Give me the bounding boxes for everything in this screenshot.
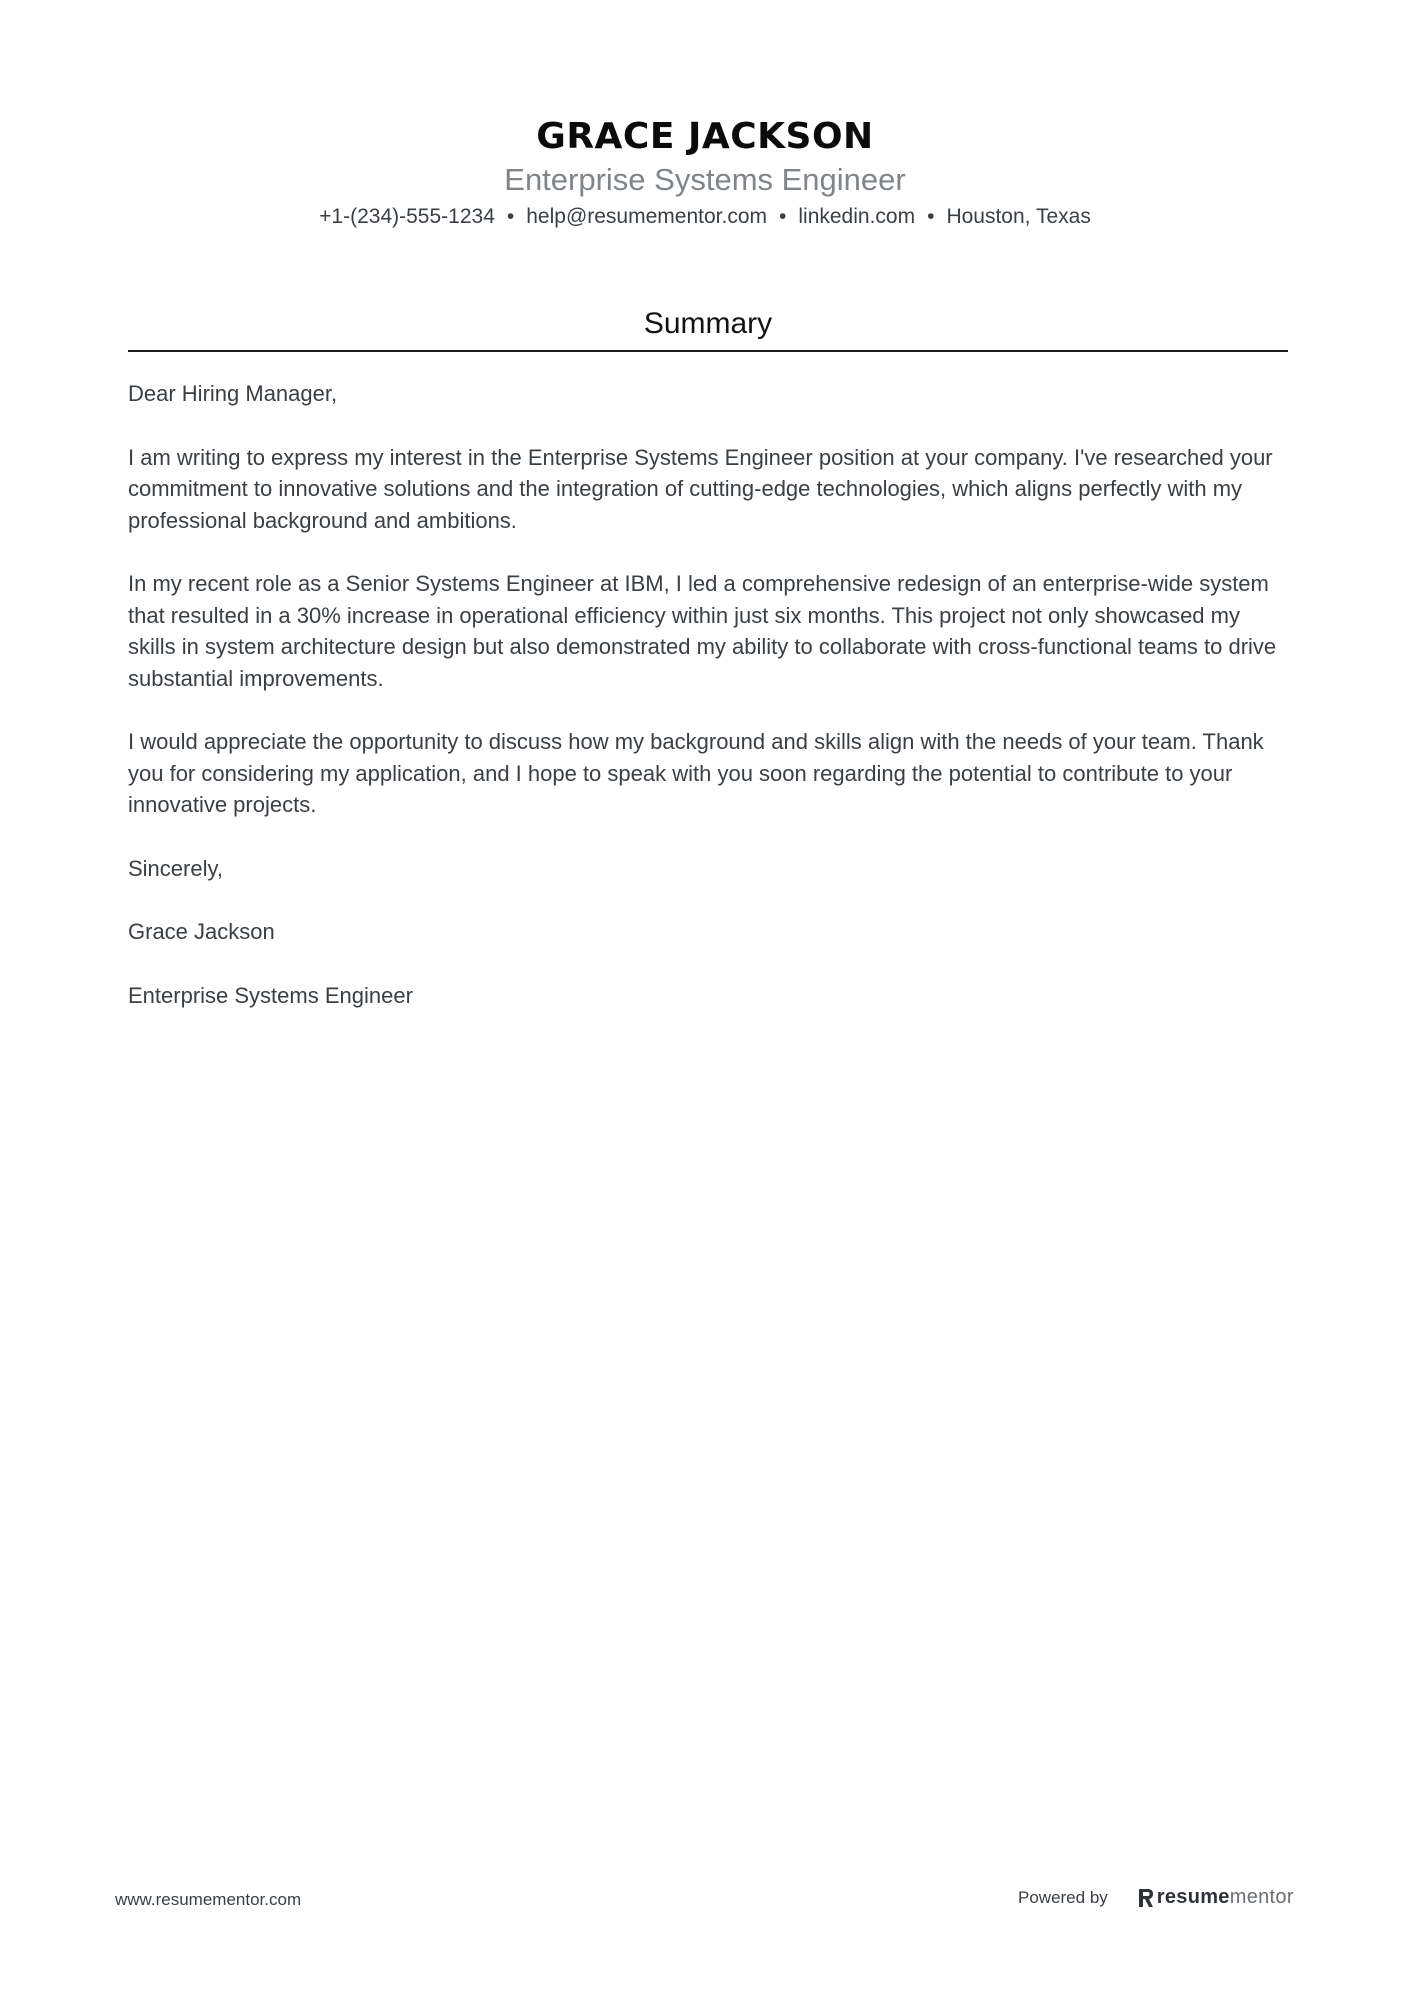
contact-line [0, 204, 1410, 230]
brand-wordmark-part2: mentor [1229, 1886, 1294, 1908]
contact-linkedin[interactable]: linkedin.com [798, 205, 916, 228]
footer-website[interactable]: www.resumementor.com [115, 1890, 302, 1909]
letter-header [0, 112, 1410, 230]
applicant-title: Enterprise Systems Engineer [504, 162, 906, 197]
contact-email[interactable]: help@resumementor.com [526, 205, 767, 228]
footer-branding [1018, 1886, 1294, 1909]
applicant-name: GRACE JACKSON [536, 116, 874, 157]
letter-paragraph: I am writing to express my interest in the Enterprise Systems Engineer position at your company. I've researched your commitment to innovative solutions and the integration of cutting-edge technologies, which aligns perfectly with my professional background and ambitions. [128, 444, 1273, 533]
powered-by-label: Powered by [1018, 1887, 1108, 1907]
letter-greeting: Dear Hiring Manager, [128, 381, 338, 406]
signature-title: Enterprise Systems Engineer [128, 982, 413, 1008]
section-heading-summary: Summary [643, 307, 773, 340]
brand-wordmark-part1: resume [1156, 1886, 1230, 1908]
letter-paragraph: In my recent role as a Senior Systems Engineer at IBM, I led a comprehensive redesign of an enterprise-wide system that resulted in a 30% increase in operational efficiency within just six months. This project not only showcased my skills in system architecture design but also demonstrated my ability to collaborate with cross-functional teams to drive substantial improvements. [128, 571, 1277, 691]
letter-closing: Sincerely, [128, 855, 223, 881]
resumementor-logo-icon [1138, 1888, 1154, 1908]
letter-paragraph: I would appreciate the opportunity to discuss how my background and skills align with the needs of your team. Thank you for considering my application, and I hope to speak with you soon regarding the potential to contribute to your innovative projects. [128, 729, 1264, 817]
brand-wordmark [1157, 1886, 1294, 1909]
section-divider [128, 350, 1288, 352]
contact-location: Houston, Texas [946, 205, 1091, 228]
contact-separator: • [506, 205, 515, 228]
contact-phone: +1-(234)-555-1234 [319, 205, 495, 228]
contact-separator: • [779, 205, 787, 228]
letter-body [128, 378, 1293, 1043]
signature-name: Grace Jackson [128, 919, 275, 944]
contact-separator: • [927, 205, 935, 228]
